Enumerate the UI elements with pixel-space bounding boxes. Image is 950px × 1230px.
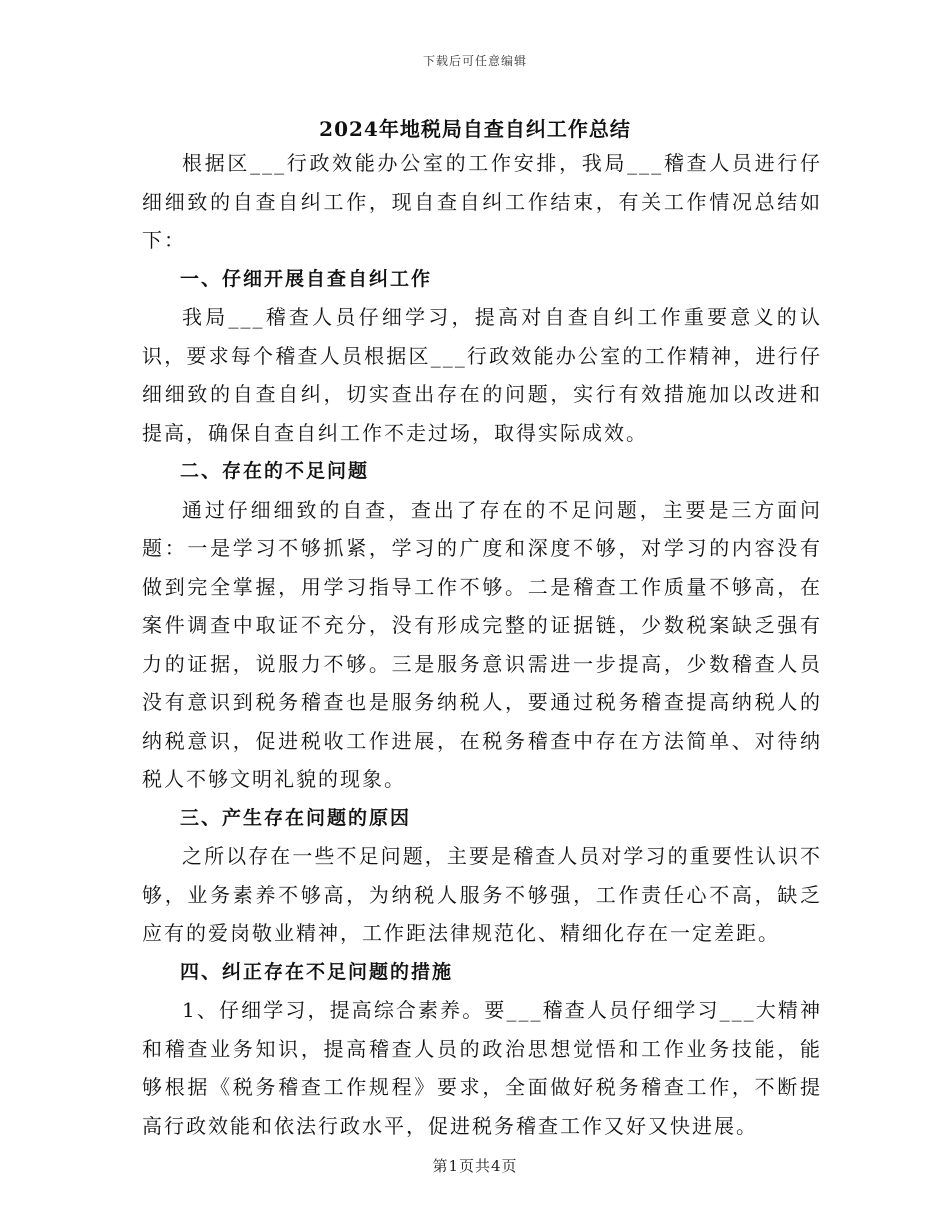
section-4 <box>142 953 822 1146</box>
document-body <box>142 144 822 1145</box>
section-heading: 二、存在的不足问题 <box>180 460 370 482</box>
section-3 <box>142 799 822 953</box>
section-paragraph: 通过仔细细致的自查，查出了存在的不足问题，主要是三方面问题：一是学习不够抓紧，学习的广度和深度不够，对学习的内容没有做到完全掌握，用学习指导工作不够。二是稽查工作质量不够高，在案件调查中取证不充分，没有形成完整的证据链，少数税案缺乏强有力的证据，说服力不够。三是服务意识需进一步提高，少数稽查人员没有意识到税务稽查也是服务纳税人，要通过税务稽查提高纳税人的纳税意识，促进税收工作进展，在税务稽查中存在方法简单、对待纳税人不够文明礼貌的现象。 <box>142 497 822 791</box>
section-heading: 一、仔细开展自查自纠工作 <box>180 267 433 290</box>
document-title: 2024年地税局自查自纠工作总结 <box>319 117 631 141</box>
intro-paragraph: 根据区___行政效能办公室的工作安排，我局___稽查人员进行仔细细致的自查自纠工作，现自查自纠工作结束，有关工作情况总结如下： <box>142 151 822 252</box>
section-heading: 三、产生存在问题的原因 <box>180 806 412 829</box>
section-paragraph: 我局___稽查人员仔细学习，提高对自查自纠工作重要意义的认识，要求每个稽查人员根据区___行政效能办公室的工作精神，进行仔细细致的自查自纠，切实查出存在的问题，实行有效措施加以改进和提高，确保自查自纠工作不走过场，取得实际成效。 <box>142 305 822 445</box>
section-heading: 四、纠正存在不足问题的措施 <box>180 960 454 983</box>
page-number-footer: 第1页共4页 <box>432 1157 518 1175</box>
header-note: 下载后可任意编辑 <box>422 54 527 68</box>
section-paragraph: 之所以存在一些不足问题，主要是稽查人员对学习的重要性认识不够，业务素养不够高，为纳税人服务不够强，工作责任心不高，缺乏应有的爱岗敬业精神，工作距法律规范化、精细化存在一定差距。 <box>142 844 822 945</box>
section-paragraph: 1、仔细学习，提高综合素养。要___稽查人员仔细学习___大精神和稽查业务知识，提高稽查人员的政治思想觉悟和工作业务技能，能够根据《税务稽查工作规程》要求，全面做好税务稽查工作，不断提高行政效能和依法行政水平，促进税务稽查工作又好又快进展。 <box>142 998 822 1138</box>
section-1 <box>142 260 822 453</box>
section-2 <box>142 452 822 799</box>
